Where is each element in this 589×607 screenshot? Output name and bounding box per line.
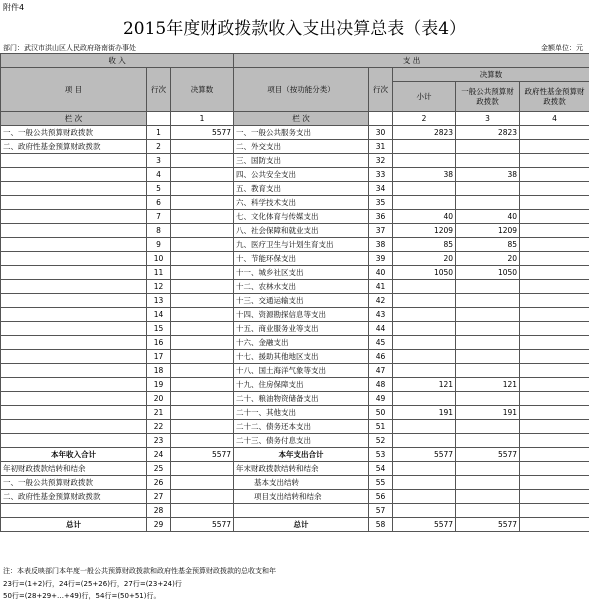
income-item-cell bbox=[1, 196, 147, 210]
general-budget-cell bbox=[456, 140, 520, 154]
income-item-cell bbox=[1, 504, 147, 518]
subtotal-cell: 5577 bbox=[393, 518, 456, 532]
general-budget-cell bbox=[456, 196, 520, 210]
expense-row-no-cell: 44 bbox=[369, 322, 393, 336]
income-item-cell bbox=[1, 238, 147, 252]
final-amount-header: 决算数 bbox=[171, 68, 234, 112]
general-budget-cell bbox=[456, 490, 520, 504]
income-item-cell bbox=[1, 154, 147, 168]
income-amount-cell bbox=[171, 420, 234, 434]
subtotal-cell bbox=[393, 280, 456, 294]
expense-row-no-cell: 54 bbox=[369, 462, 393, 476]
subtotal-cell: 1050 bbox=[393, 266, 456, 280]
income-item-cell bbox=[1, 210, 147, 224]
income-row-no-cell: 11 bbox=[147, 266, 171, 280]
table-row bbox=[1, 336, 589, 350]
income-item-cell bbox=[1, 252, 147, 266]
expense-row-no-cell: 30 bbox=[369, 126, 393, 140]
page-title: 2015年度财政拨款收入支出决算总表（表4） bbox=[122, 19, 467, 39]
expense-item-cell: 年末财政拨款结转和结余 bbox=[234, 462, 369, 476]
expense-row-no-cell: 36 bbox=[369, 210, 393, 224]
table-row bbox=[1, 224, 589, 238]
general-budget-cell: 1050 bbox=[456, 266, 520, 280]
gov-fund-cell bbox=[520, 182, 589, 196]
income-amount-cell bbox=[171, 322, 234, 336]
expense-item-cell: 本年支出合计 bbox=[234, 448, 369, 462]
expense-row-no-cell: 42 bbox=[369, 294, 393, 308]
gov-fund-cell bbox=[520, 252, 589, 266]
unit-label: 金额单位：元 bbox=[541, 44, 583, 52]
general-budget-cell: 20 bbox=[456, 252, 520, 266]
gov-fund-cell bbox=[520, 378, 589, 392]
general-budget-cell bbox=[456, 476, 520, 490]
table-row bbox=[1, 252, 589, 266]
subtotal-cell bbox=[393, 182, 456, 196]
income-amount-cell bbox=[171, 434, 234, 448]
table-row bbox=[1, 434, 589, 448]
general-budget-cell: 5577 bbox=[456, 518, 520, 532]
income-amount-cell bbox=[171, 238, 234, 252]
general-budget-cell bbox=[456, 434, 520, 448]
income-amount-cell bbox=[171, 168, 234, 182]
expense-row-no-cell: 58 bbox=[369, 518, 393, 532]
income-item-cell bbox=[1, 336, 147, 350]
expense-item-cell: 十八、国土海洋气象等支出 bbox=[234, 364, 369, 378]
gov-fund-cell bbox=[520, 308, 589, 322]
income-row-no-cell: 22 bbox=[147, 420, 171, 434]
expense-row-no-cell: 34 bbox=[369, 182, 393, 196]
income-row-no-cell: 8 bbox=[147, 224, 171, 238]
income-amount-cell: 5577 bbox=[171, 448, 234, 462]
gov-fund-cell bbox=[520, 154, 589, 168]
expense-row-no-cell: 49 bbox=[369, 392, 393, 406]
gov-fund-cell bbox=[520, 504, 589, 518]
expense-item-cell: 十五、商业服务业等支出 bbox=[234, 322, 369, 336]
general-budget-cell bbox=[456, 336, 520, 350]
expense-row-no-cell: 53 bbox=[369, 448, 393, 462]
expense-item-cell: 二十、粮油物资储备支出 bbox=[234, 392, 369, 406]
colnum-blank bbox=[369, 112, 393, 126]
subtotal-cell: 20 bbox=[393, 252, 456, 266]
subtotal-cell bbox=[393, 294, 456, 308]
expense-row-no-cell: 40 bbox=[369, 266, 393, 280]
subtotal-cell: 38 bbox=[393, 168, 456, 182]
subtotal-cell bbox=[393, 308, 456, 322]
general-budget-cell bbox=[456, 280, 520, 294]
income-amount-cell bbox=[171, 224, 234, 238]
expense-item-cell: 十二、农林水支出 bbox=[234, 280, 369, 294]
expense-row-no-cell: 38 bbox=[369, 238, 393, 252]
income-row-no-cell: 6 bbox=[147, 196, 171, 210]
expense-item-cell: 十六、金融支出 bbox=[234, 336, 369, 350]
general-budget-cell: 38 bbox=[456, 168, 520, 182]
subtotal-cell bbox=[393, 392, 456, 406]
expense-row-no-cell: 39 bbox=[369, 252, 393, 266]
expense-item-cell: 八、社会保障和就业支出 bbox=[234, 224, 369, 238]
gov-fund-cell bbox=[520, 224, 589, 238]
expense-item-cell: 六、科学技术支出 bbox=[234, 196, 369, 210]
table-row bbox=[1, 280, 589, 294]
income-amount-cell bbox=[171, 266, 234, 280]
expense-row-no-cell: 47 bbox=[369, 364, 393, 378]
table-row bbox=[1, 448, 589, 462]
table-row bbox=[1, 168, 589, 182]
gov-fund-cell bbox=[520, 350, 589, 364]
general-budget-header: 一般公共预算财政拨款 bbox=[456, 82, 520, 112]
gov-fund-cell bbox=[520, 322, 589, 336]
colnum-blank bbox=[147, 112, 171, 126]
gov-fund-header: 政府性基金预算财政拨款 bbox=[520, 82, 589, 112]
income-amount-cell bbox=[171, 364, 234, 378]
income-amount-cell bbox=[171, 140, 234, 154]
general-budget-cell bbox=[456, 462, 520, 476]
colnum-3: 3 bbox=[456, 112, 520, 126]
subtotal-cell bbox=[393, 140, 456, 154]
general-budget-cell: 191 bbox=[456, 406, 520, 420]
table-row bbox=[1, 378, 589, 392]
gov-fund-cell bbox=[520, 364, 589, 378]
expense-item-cell: 五、教育支出 bbox=[234, 182, 369, 196]
row-no-header-right: 行次 bbox=[369, 68, 393, 112]
general-budget-cell bbox=[456, 504, 520, 518]
table-row bbox=[1, 294, 589, 308]
income-row-no-cell: 23 bbox=[147, 434, 171, 448]
income-amount-cell bbox=[171, 182, 234, 196]
income-amount-cell: 5577 bbox=[171, 126, 234, 140]
expense-item-cell: 十九、住房保障支出 bbox=[234, 378, 369, 392]
income-row-no-cell: 24 bbox=[147, 448, 171, 462]
income-item-cell: 一、一般公共预算财政拨款 bbox=[1, 476, 147, 490]
subtotal-cell bbox=[393, 154, 456, 168]
gov-fund-cell bbox=[520, 210, 589, 224]
income-amount-cell bbox=[171, 210, 234, 224]
subtotal-cell bbox=[393, 462, 456, 476]
gov-fund-cell bbox=[520, 476, 589, 490]
income-row-no-cell: 25 bbox=[147, 462, 171, 476]
income-item-cell bbox=[1, 378, 147, 392]
expense-row-no-cell: 31 bbox=[369, 140, 393, 154]
expense-item-cell: 十七、援助其他地区支出 bbox=[234, 350, 369, 364]
income-item-cell bbox=[1, 182, 147, 196]
expense-row-no-cell: 33 bbox=[369, 168, 393, 182]
income-row-no-cell: 26 bbox=[147, 476, 171, 490]
expense-row-no-cell: 52 bbox=[369, 434, 393, 448]
table-row bbox=[1, 266, 589, 280]
expense-item-cell: 基本支出结转 bbox=[234, 476, 369, 490]
note-line: 23行=(1+2)行，24行=(25+26)行，27行=(23+24)行 bbox=[3, 579, 182, 588]
section-header-row bbox=[1, 54, 589, 68]
expense-item-cell: 十四、资源勘探信息等支出 bbox=[234, 308, 369, 322]
subtotal-cell bbox=[393, 322, 456, 336]
final-group-header: 决算数 bbox=[393, 68, 589, 82]
income-item-cell: 二、政府性基金预算财政拨款 bbox=[1, 490, 147, 504]
expense-row-no-cell: 45 bbox=[369, 336, 393, 350]
table-row bbox=[1, 126, 589, 140]
income-item-cell bbox=[1, 392, 147, 406]
subtotal-cell bbox=[393, 364, 456, 378]
subtotal-cell: 5577 bbox=[393, 448, 456, 462]
general-budget-cell bbox=[456, 154, 520, 168]
income-row-no-cell: 15 bbox=[147, 322, 171, 336]
gov-fund-cell bbox=[520, 518, 589, 532]
income-row-no-cell: 1 bbox=[147, 126, 171, 140]
expense-row-no-cell: 56 bbox=[369, 490, 393, 504]
colnum-4: 4 bbox=[520, 112, 589, 126]
subtotal-cell bbox=[393, 504, 456, 518]
income-amount-cell bbox=[171, 154, 234, 168]
table-row bbox=[1, 322, 589, 336]
gov-fund-cell bbox=[520, 294, 589, 308]
income-item-cell: 年初财政拨款结转和结余 bbox=[1, 462, 147, 476]
income-row-no-cell: 7 bbox=[147, 210, 171, 224]
expense-item-cell: 总计 bbox=[234, 518, 369, 532]
table-row bbox=[1, 476, 589, 490]
income-item-cell bbox=[1, 420, 147, 434]
income-item-cell bbox=[1, 280, 147, 294]
final-accounts-table bbox=[0, 53, 589, 532]
department-label: 部门：武汉市洪山区人民政府珞南街办事处 bbox=[3, 44, 136, 52]
expense-item-cell: 二十一、其他支出 bbox=[234, 406, 369, 420]
income-item-cell bbox=[1, 322, 147, 336]
income-row-no-cell: 28 bbox=[147, 504, 171, 518]
income-item-cell bbox=[1, 266, 147, 280]
expense-item-cell: 三、国防支出 bbox=[234, 154, 369, 168]
income-item-cell bbox=[1, 434, 147, 448]
expense-row-no-cell: 51 bbox=[369, 420, 393, 434]
note-line: 注：本表反映部门本年度一般公共预算财政拨款和政府性基金预算财政拨款的总收支和年 bbox=[3, 567, 276, 575]
income-amount-cell: 5577 bbox=[171, 518, 234, 532]
general-budget-cell bbox=[456, 322, 520, 336]
expense-header: 支 出 bbox=[234, 54, 589, 68]
gov-fund-cell bbox=[520, 140, 589, 154]
table-row bbox=[1, 420, 589, 434]
subtotal-cell bbox=[393, 476, 456, 490]
table-row bbox=[1, 490, 589, 504]
expense-row-no-cell: 41 bbox=[369, 280, 393, 294]
attachment-label: 附件4 bbox=[3, 3, 25, 12]
table-row bbox=[1, 392, 589, 406]
colnum-2: 2 bbox=[393, 112, 456, 126]
expense-item-cell: 一、一般公共服务支出 bbox=[234, 126, 369, 140]
gov-fund-cell bbox=[520, 126, 589, 140]
income-item-cell bbox=[1, 350, 147, 364]
expense-item-cell: 十三、交通运输支出 bbox=[234, 294, 369, 308]
income-amount-cell bbox=[171, 252, 234, 266]
column-header-row-1 bbox=[1, 68, 589, 82]
income-item-cell: 总计 bbox=[1, 518, 147, 532]
subtotal-cell: 191 bbox=[393, 406, 456, 420]
expense-item-cell: 九、医疗卫生与计划生育支出 bbox=[234, 238, 369, 252]
gov-fund-cell bbox=[520, 490, 589, 504]
expense-row-no-cell: 57 bbox=[369, 504, 393, 518]
general-budget-cell: 2823 bbox=[456, 126, 520, 140]
expense-row-no-cell: 55 bbox=[369, 476, 393, 490]
note-line: 50行=(28+29+…+49)行，54行=(50+51)行。 bbox=[3, 592, 161, 600]
expense-item-cell: 二十三、债务付息支出 bbox=[234, 434, 369, 448]
expense-row-no-cell: 32 bbox=[369, 154, 393, 168]
subtotal-cell: 1209 bbox=[393, 224, 456, 238]
income-row-no-cell: 12 bbox=[147, 280, 171, 294]
row-no-header-left: 行次 bbox=[147, 68, 171, 112]
income-row-no-cell: 4 bbox=[147, 168, 171, 182]
gov-fund-cell bbox=[520, 336, 589, 350]
general-budget-cell bbox=[456, 350, 520, 364]
gov-fund-cell bbox=[520, 238, 589, 252]
income-row-no-cell: 17 bbox=[147, 350, 171, 364]
general-budget-cell bbox=[456, 182, 520, 196]
income-row-no-cell: 27 bbox=[147, 490, 171, 504]
expense-item-cell: 二十二、债务还本支出 bbox=[234, 420, 369, 434]
subtotal-cell: 40 bbox=[393, 210, 456, 224]
gov-fund-cell bbox=[520, 266, 589, 280]
income-amount-cell bbox=[171, 280, 234, 294]
income-row-no-cell: 13 bbox=[147, 294, 171, 308]
income-amount-cell bbox=[171, 392, 234, 406]
income-row-no-cell: 18 bbox=[147, 364, 171, 378]
subtotal-cell bbox=[393, 350, 456, 364]
table-row bbox=[1, 308, 589, 322]
gov-fund-cell bbox=[520, 280, 589, 294]
income-row-no-cell: 3 bbox=[147, 154, 171, 168]
gov-fund-cell bbox=[520, 420, 589, 434]
table-row bbox=[1, 504, 589, 518]
income-amount-cell bbox=[171, 350, 234, 364]
income-item-cell bbox=[1, 406, 147, 420]
income-item-cell bbox=[1, 224, 147, 238]
income-item-cell bbox=[1, 294, 147, 308]
gov-fund-cell bbox=[520, 168, 589, 182]
income-amount-cell bbox=[171, 462, 234, 476]
income-amount-cell bbox=[171, 336, 234, 350]
general-budget-cell: 40 bbox=[456, 210, 520, 224]
general-budget-cell: 121 bbox=[456, 378, 520, 392]
income-item-cell bbox=[1, 168, 147, 182]
column-number-row bbox=[1, 112, 589, 126]
expense-item-cell: 十一、城乡社区支出 bbox=[234, 266, 369, 280]
income-item-cell: 本年收入合计 bbox=[1, 448, 147, 462]
income-amount-cell bbox=[171, 196, 234, 210]
income-row-no-cell: 9 bbox=[147, 238, 171, 252]
income-row-no-cell: 5 bbox=[147, 182, 171, 196]
general-budget-cell bbox=[456, 294, 520, 308]
income-amount-cell bbox=[171, 294, 234, 308]
notes bbox=[3, 565, 276, 603]
income-row-no-cell: 21 bbox=[147, 406, 171, 420]
income-amount-cell bbox=[171, 476, 234, 490]
expense-item-cell: 项目支出结转和结余 bbox=[234, 490, 369, 504]
gov-fund-cell bbox=[520, 406, 589, 420]
income-amount-cell bbox=[171, 378, 234, 392]
income-amount-cell bbox=[171, 490, 234, 504]
item-func-header: 项目（按功能分类） bbox=[234, 68, 369, 112]
general-budget-cell bbox=[456, 308, 520, 322]
subtotal-cell: 85 bbox=[393, 238, 456, 252]
income-amount-cell bbox=[171, 308, 234, 322]
subtotal-cell bbox=[393, 420, 456, 434]
income-row-no-cell: 19 bbox=[147, 378, 171, 392]
colnum-label-right: 栏 次 bbox=[234, 112, 369, 126]
subtotal-cell bbox=[393, 490, 456, 504]
gov-fund-cell bbox=[520, 448, 589, 462]
expense-row-no-cell: 43 bbox=[369, 308, 393, 322]
income-row-no-cell: 16 bbox=[147, 336, 171, 350]
general-budget-cell bbox=[456, 420, 520, 434]
general-budget-cell bbox=[456, 364, 520, 378]
income-header: 收 入 bbox=[1, 54, 234, 68]
gov-fund-cell bbox=[520, 434, 589, 448]
table-row bbox=[1, 182, 589, 196]
income-item-cell: 一、一般公共预算财政拨款 bbox=[1, 126, 147, 140]
table-row bbox=[1, 518, 589, 532]
table-row bbox=[1, 140, 589, 154]
income-row-no-cell: 10 bbox=[147, 252, 171, 266]
expense-row-no-cell: 37 bbox=[369, 224, 393, 238]
table-row bbox=[1, 154, 589, 168]
subtotal-cell: 121 bbox=[393, 378, 456, 392]
table-row bbox=[1, 462, 589, 476]
table-row bbox=[1, 210, 589, 224]
gov-fund-cell bbox=[520, 462, 589, 476]
expense-row-no-cell: 50 bbox=[369, 406, 393, 420]
income-item-cell bbox=[1, 308, 147, 322]
income-item-cell bbox=[1, 364, 147, 378]
income-row-no-cell: 14 bbox=[147, 308, 171, 322]
expense-row-no-cell: 48 bbox=[369, 378, 393, 392]
income-row-no-cell: 2 bbox=[147, 140, 171, 154]
income-item-cell: 二、政府性基金预算财政拨款 bbox=[1, 140, 147, 154]
general-budget-cell bbox=[456, 392, 520, 406]
subtotal-cell: 2823 bbox=[393, 126, 456, 140]
general-budget-cell: 5577 bbox=[456, 448, 520, 462]
table-row bbox=[1, 350, 589, 364]
expense-item-cell: 四、公共安全支出 bbox=[234, 168, 369, 182]
subtotal-cell bbox=[393, 336, 456, 350]
item-header: 项 目 bbox=[1, 68, 147, 112]
subtotal-cell bbox=[393, 434, 456, 448]
table-row bbox=[1, 406, 589, 420]
income-row-no-cell: 20 bbox=[147, 392, 171, 406]
table-row bbox=[1, 364, 589, 378]
subtotal-cell bbox=[393, 196, 456, 210]
expense-item-cell: 十、节能环保支出 bbox=[234, 252, 369, 266]
expense-item-cell bbox=[234, 504, 369, 518]
income-row-no-cell: 29 bbox=[147, 518, 171, 532]
expense-row-no-cell: 35 bbox=[369, 196, 393, 210]
expense-item-cell: 二、外交支出 bbox=[234, 140, 369, 154]
expense-item-cell: 七、文化体育与传媒支出 bbox=[234, 210, 369, 224]
income-amount-cell bbox=[171, 504, 234, 518]
colnum-label-left: 栏 次 bbox=[1, 112, 147, 126]
expense-row-no-cell: 46 bbox=[369, 350, 393, 364]
subtotal-header: 小计 bbox=[393, 82, 456, 112]
general-budget-cell: 85 bbox=[456, 238, 520, 252]
gov-fund-cell bbox=[520, 196, 589, 210]
gov-fund-cell bbox=[520, 392, 589, 406]
general-budget-cell: 1209 bbox=[456, 224, 520, 238]
table-row bbox=[1, 196, 589, 210]
table-row bbox=[1, 238, 589, 252]
income-amount-cell bbox=[171, 406, 234, 420]
colnum-1: 1 bbox=[171, 112, 234, 126]
